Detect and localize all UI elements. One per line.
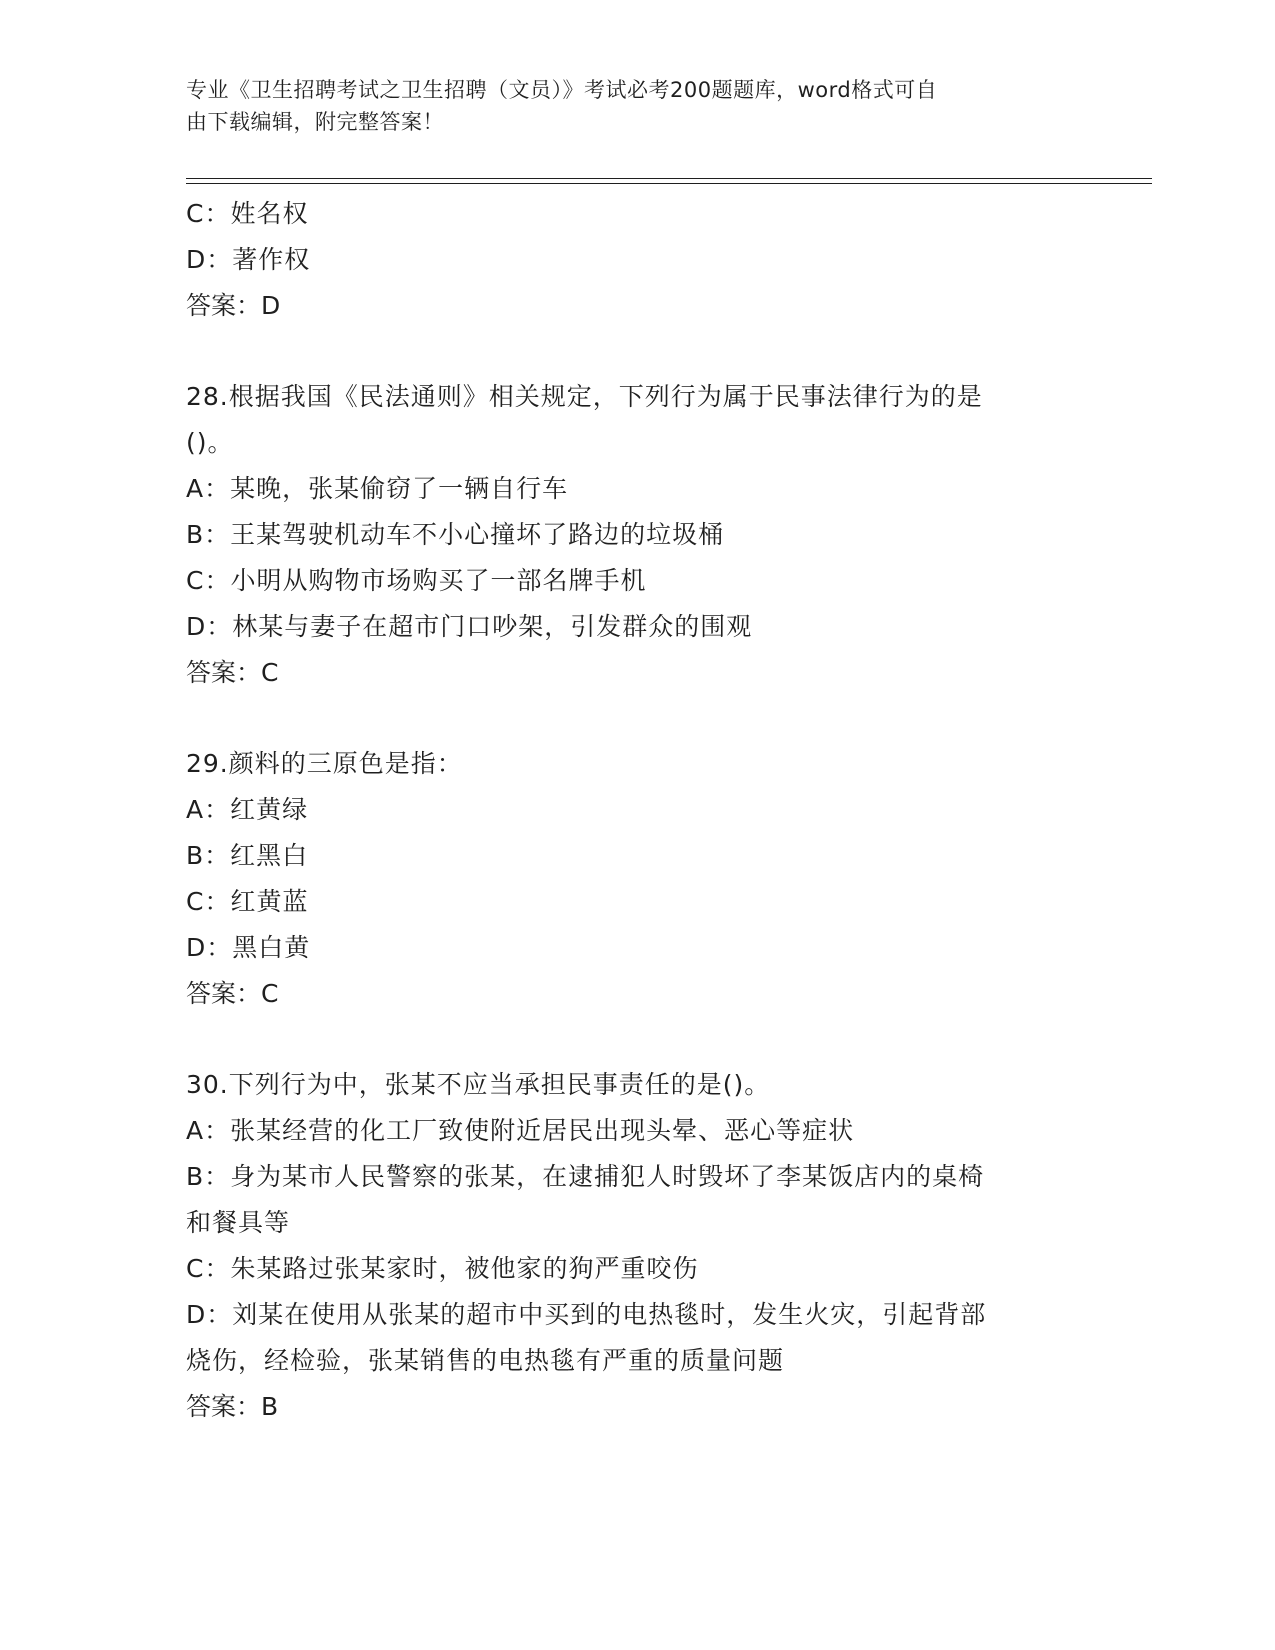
q28-option-a: A：某晚，张某偷窃了一辆自行车 [186, 474, 569, 503]
header-line-2: 由下载编辑，附完整答案！ [186, 110, 444, 134]
q29-answer: 答案：C [186, 979, 279, 1008]
q28-option-d: D：林某与妻子在超市门口吵架，引发群众的围观 [186, 612, 753, 641]
q30-answer: 答案：B [186, 1392, 279, 1421]
prev-answer: 答案：D [186, 291, 281, 320]
document-header [186, 74, 1086, 138]
spacer [186, 696, 1086, 741]
header-line-1: 专业《卫生招聘考试之卫生招聘（文员）》考试必考200题题库，word格式可自 [186, 78, 938, 102]
question-list [186, 191, 1086, 1430]
q29-option-d: D：黑白黄 [186, 933, 311, 962]
q30-option-a: A：张某经营的化工厂致使附近居民出现头晕、恶心等症状 [186, 1116, 855, 1145]
q29-stem: 29.颜料的三原色是指： [186, 749, 463, 778]
q30-option-b-line-2: 和餐具等 [186, 1208, 291, 1237]
q28-stem-line-2: ()。 [186, 428, 234, 457]
q28-answer: 答案：C [186, 658, 279, 687]
q30-option-c: C：朱某路过张某家时，被他家的狗严重咬伤 [186, 1254, 699, 1283]
header-rule-bottom [186, 183, 1152, 184]
q28-option-c: C：小明从购物市场购买了一部名牌手机 [186, 566, 647, 595]
q30-option-b-line-1: B：身为某市人民警察的张某，在逮捕犯人时毁坏了李某饭店内的桌椅 [186, 1162, 985, 1191]
q28-option-b: B：王某驾驶机动车不小心撞坏了路边的垃圾桶 [186, 520, 725, 549]
spacer [186, 329, 1086, 374]
spacer [186, 1017, 1086, 1062]
q28-stem-line-1: 28.根据我国《民法通则》相关规定，下列行为属于民事法律行为的是 [186, 382, 983, 411]
prev-option-d: D：著作权 [186, 245, 311, 274]
q29-option-a: A：红黄绿 [186, 795, 309, 824]
header-rule-top [186, 178, 1152, 179]
q29-option-c: C：红黄蓝 [186, 887, 309, 916]
q30-option-d-line-1: D：刘某在使用从张某的超市中买到的电热毯时，发生火灾，引起背部 [186, 1300, 987, 1329]
q29-option-b: B：红黑白 [186, 841, 309, 870]
q30-option-d-line-2: 烧伤，经检验，张某销售的电热毯有严重的质量问题 [186, 1346, 785, 1375]
prev-option-c: C：姓名权 [186, 199, 309, 228]
q30-stem: 30.下列行为中，张某不应当承担民事责任的是()。 [186, 1070, 771, 1099]
